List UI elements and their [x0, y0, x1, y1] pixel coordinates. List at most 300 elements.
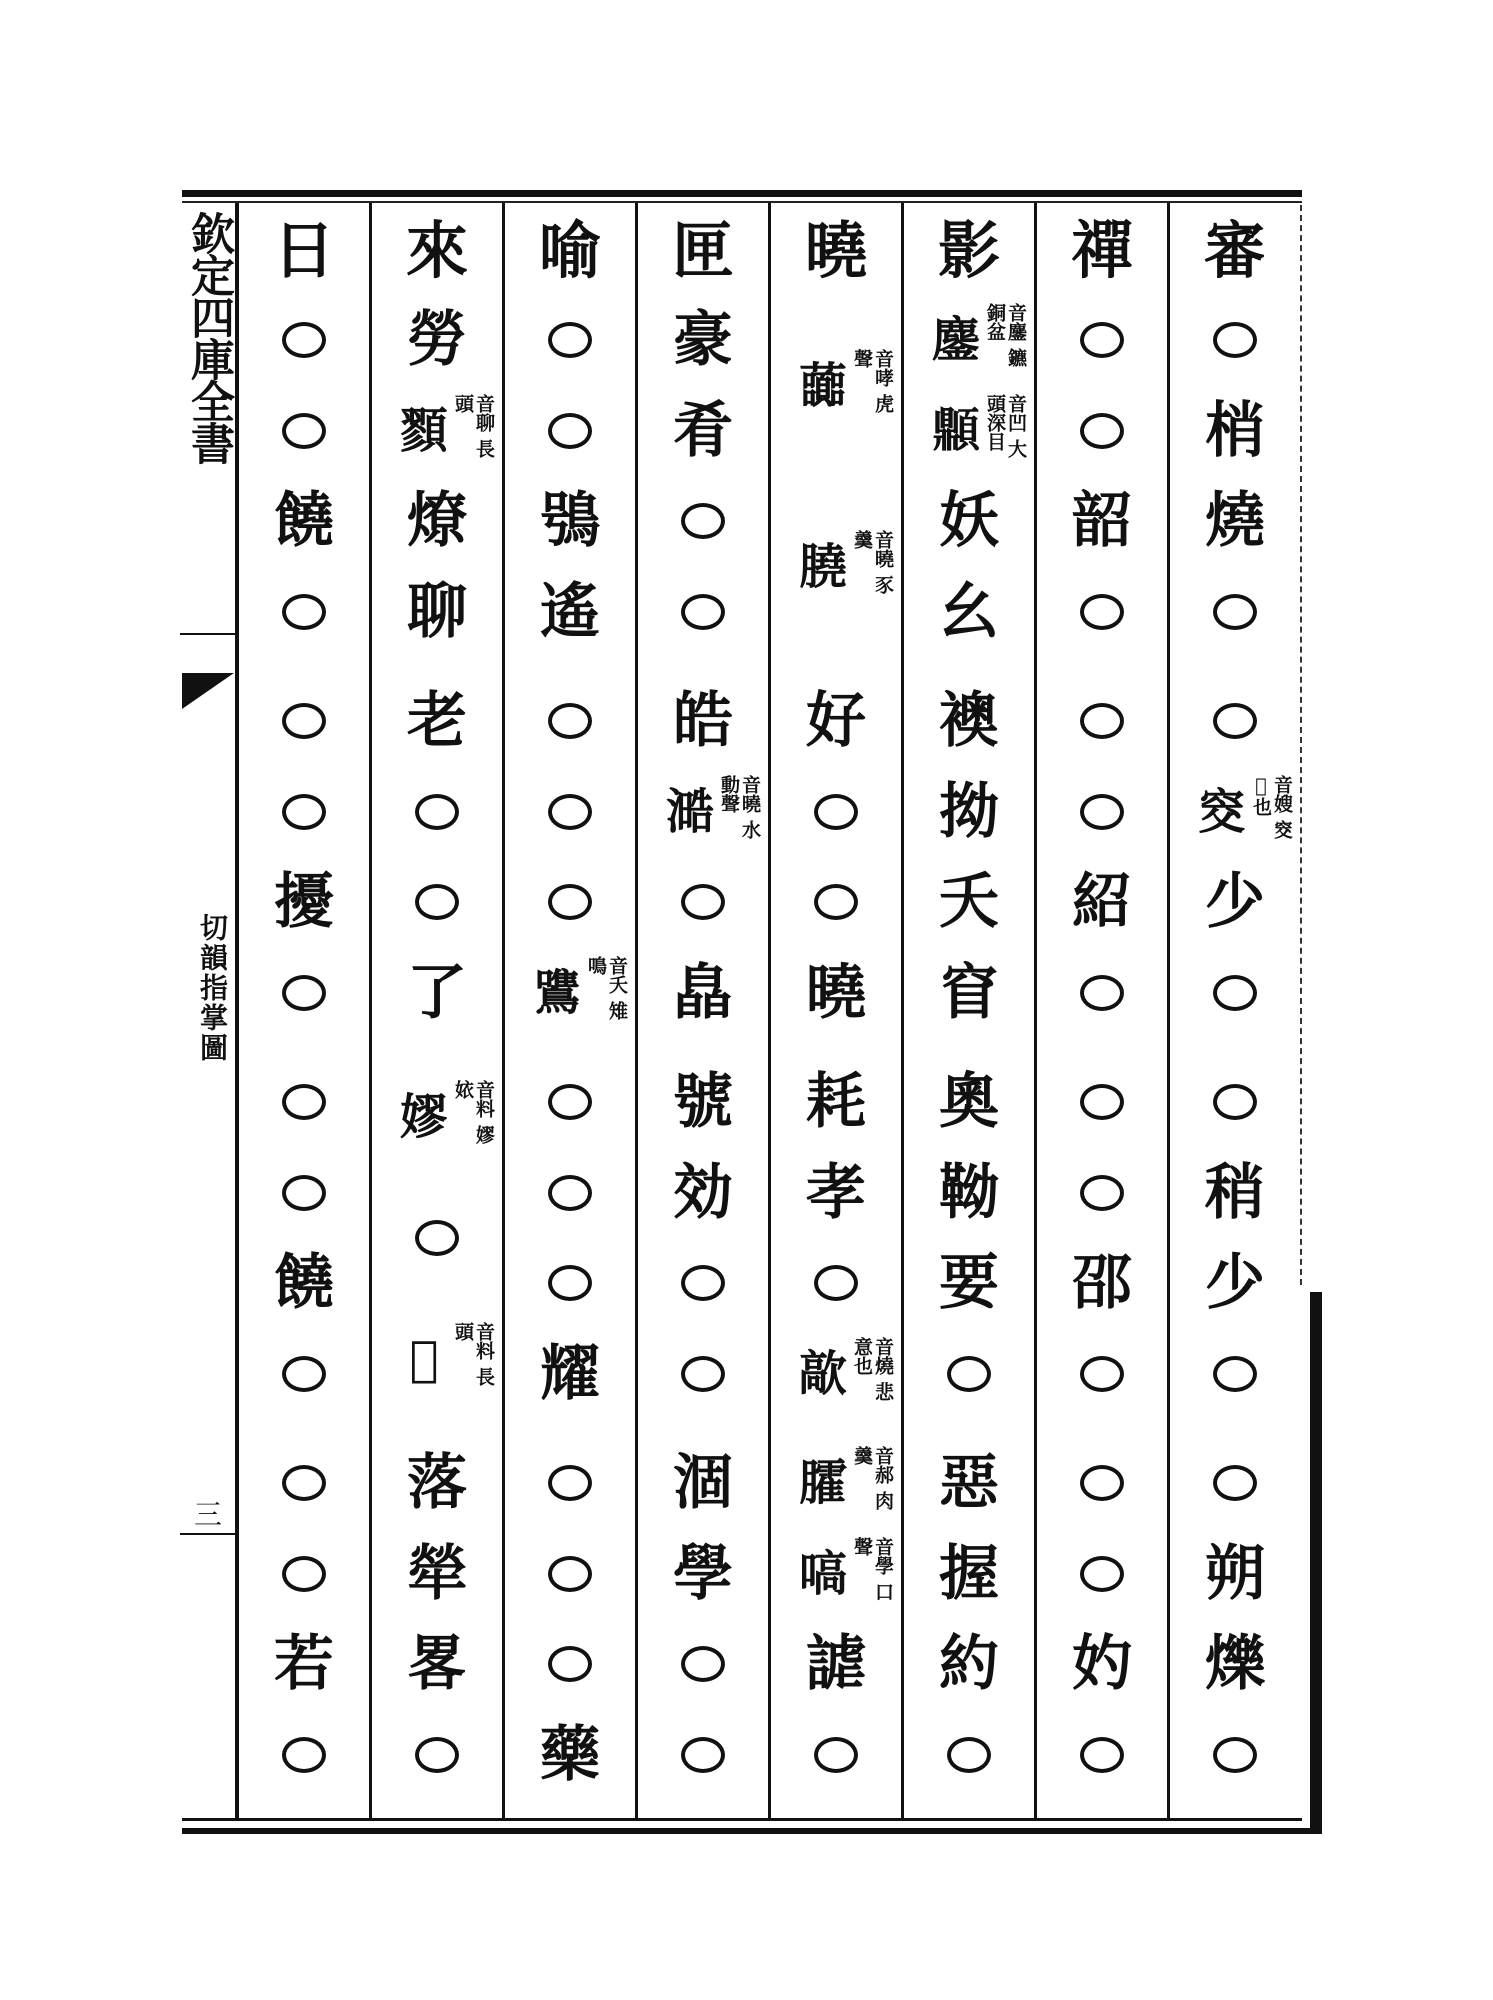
pronunciation-note: 音曉 豕羹 — [851, 529, 894, 594]
table-cell — [638, 1623, 768, 1705]
table-cell — [638, 1152, 768, 1234]
empty-circle-icon — [1213, 1356, 1257, 1392]
empty-circle-icon — [1213, 703, 1257, 739]
tone-group — [1170, 295, 1300, 657]
character: 爍 — [1205, 1629, 1265, 1700]
table-cell — [638, 1242, 768, 1324]
table-cell — [505, 1152, 635, 1234]
tone-group — [239, 1438, 369, 1800]
table-cell — [1037, 1533, 1167, 1615]
table-cell — [505, 952, 635, 1034]
tone-group — [505, 1057, 635, 1419]
table-cell — [638, 1533, 768, 1615]
character: 鏖 — [931, 312, 980, 369]
tone-group — [372, 1438, 502, 1800]
character: 曉 — [806, 957, 866, 1028]
table-cell — [505, 299, 635, 381]
table-cell — [904, 1061, 1034, 1143]
table-cell — [1037, 571, 1167, 653]
table-cell — [904, 1152, 1034, 1234]
table-cell — [505, 571, 635, 653]
table-cell — [638, 952, 768, 1034]
character: 少 — [1205, 867, 1265, 938]
table-cell — [1037, 1442, 1167, 1524]
table-cell — [1037, 480, 1167, 562]
table-cell — [771, 771, 901, 853]
table-cell — [372, 571, 502, 653]
tone-group — [1170, 1057, 1300, 1419]
character: 夭 — [939, 867, 999, 938]
empty-circle-icon — [814, 884, 858, 920]
table-cell — [239, 861, 369, 943]
empty-circle-icon — [1080, 594, 1124, 630]
character: 燒 — [1205, 486, 1265, 557]
table-cell — [372, 771, 502, 853]
fishtail-mark-icon — [182, 673, 234, 709]
character: 惡 — [939, 1448, 999, 1519]
table-cell — [1037, 861, 1167, 943]
table-cell — [372, 1076, 502, 1158]
empty-circle-icon — [1080, 1356, 1124, 1392]
pronunciation-note: 音鏖 鑣銅盆 — [984, 303, 1027, 367]
top-border — [182, 190, 1302, 197]
character: 要 — [939, 1248, 999, 1319]
margin-divider — [180, 1533, 235, 1535]
empty-circle-icon — [814, 1737, 858, 1773]
empty-circle-icon — [814, 1265, 858, 1301]
empty-circle-icon — [282, 413, 326, 449]
table-cell — [771, 1442, 901, 1524]
character: 妁 — [1072, 1629, 1132, 1700]
empty-circle-icon — [1080, 1556, 1124, 1592]
table-cell — [904, 1442, 1034, 1524]
table-cell — [1170, 952, 1300, 1034]
empty-circle-icon — [681, 1265, 725, 1301]
tone-group — [1037, 295, 1167, 657]
table-cell — [1037, 390, 1167, 472]
book-title: 欽定四庫全書 — [183, 211, 234, 463]
character: 歊 — [798, 1345, 847, 1402]
table-cell — [372, 861, 502, 943]
character: 畧 — [407, 1629, 467, 1700]
empty-circle-icon — [681, 884, 725, 920]
table-cell — [904, 1623, 1034, 1705]
table-cell — [239, 1533, 369, 1615]
table-cell — [771, 1061, 901, 1143]
table-cell — [505, 1533, 635, 1615]
table-cell — [638, 680, 768, 762]
character: 好 — [806, 686, 866, 757]
tone-group — [771, 295, 901, 657]
table-cell — [638, 571, 768, 653]
empty-circle-icon — [282, 1556, 326, 1592]
character: 嫪 — [399, 1089, 448, 1146]
table-cell — [239, 571, 369, 653]
table-cell — [638, 771, 768, 853]
empty-circle-icon — [415, 794, 459, 830]
empty-circle-icon — [548, 413, 592, 449]
tone-group — [904, 1438, 1034, 1800]
character: 勞 — [407, 305, 467, 376]
table-cell — [505, 861, 635, 943]
table-cell — [1037, 1061, 1167, 1143]
table-cell — [771, 526, 901, 608]
character: 幺 — [939, 576, 999, 647]
initial-column — [768, 203, 901, 1818]
table-cell — [239, 1442, 369, 1524]
table-cell — [505, 1061, 635, 1143]
table-cell — [372, 480, 502, 562]
chapter-title: 切韻指掌圖 — [196, 913, 229, 1063]
empty-circle-icon — [282, 975, 326, 1011]
empty-circle-icon — [1080, 1465, 1124, 1501]
table-cell — [372, 680, 502, 762]
empty-circle-icon — [415, 884, 459, 920]
table-cell — [1037, 952, 1167, 1034]
initial-column — [1034, 203, 1167, 1818]
table-cell — [904, 1242, 1034, 1324]
table-cell — [372, 1442, 502, 1524]
table-cell — [638, 299, 768, 381]
table-cell — [372, 1533, 502, 1615]
table-cell — [1170, 1242, 1300, 1324]
tone-group — [505, 676, 635, 1038]
tone-group — [239, 676, 369, 1038]
empty-circle-icon — [1080, 413, 1124, 449]
tone-group — [372, 1057, 502, 1419]
empty-circle-icon — [282, 1356, 326, 1392]
table-cell — [372, 1714, 502, 1796]
table-cell — [1170, 1333, 1300, 1415]
table-cell — [771, 861, 901, 943]
table-cell — [1170, 480, 1300, 562]
pronunciation-note: 音燒 悲意也 — [851, 1336, 894, 1401]
table-cell — [239, 1152, 369, 1234]
empty-circle-icon — [1213, 975, 1257, 1011]
pronunciation-note: 音料 長頭 — [452, 1321, 495, 1386]
tone-group — [1037, 676, 1167, 1038]
table-cell — [1170, 1623, 1300, 1705]
empty-circle-icon — [1080, 322, 1124, 358]
empty-circle-icon — [548, 1556, 592, 1592]
tone-group — [904, 295, 1034, 657]
table-cell — [1170, 1152, 1300, 1234]
table-cell — [904, 1533, 1034, 1615]
right-border-bar — [1310, 1292, 1322, 1834]
character: 豪 — [673, 305, 733, 376]
table-cell — [1170, 1061, 1300, 1143]
character: 鴞 — [540, 486, 600, 557]
table-cell — [1170, 1533, 1300, 1615]
table-cell — [505, 1714, 635, 1796]
initial-column — [236, 203, 369, 1818]
character: 少 — [1205, 1248, 1265, 1319]
pronunciation-note: 音夭 雉鳴 — [585, 955, 628, 1020]
table-cell — [239, 299, 369, 381]
empty-circle-icon — [681, 503, 725, 539]
page-number: 三 — [194, 1498, 223, 1531]
empty-circle-icon — [282, 594, 326, 630]
character: 鷕 — [532, 964, 581, 1021]
character: 㵆 — [665, 783, 714, 840]
table-cell — [239, 1623, 369, 1705]
character: 孝 — [806, 1157, 866, 1228]
table-cell — [638, 1714, 768, 1796]
empty-circle-icon — [1080, 1084, 1124, 1120]
table-cell — [1170, 571, 1300, 653]
empty-circle-icon — [681, 1646, 725, 1682]
character: 皓 — [673, 686, 733, 757]
table-cell — [1037, 1333, 1167, 1415]
table-cell — [505, 390, 635, 472]
table-cell — [904, 952, 1034, 1034]
empty-circle-icon — [1080, 1175, 1124, 1211]
character: 顟 — [399, 402, 448, 459]
pronunciation-note: 音學 口聲 — [851, 1536, 894, 1601]
table-cell — [638, 1442, 768, 1524]
table-cell — [505, 680, 635, 762]
table-cell — [771, 952, 901, 1034]
character: 握 — [939, 1538, 999, 1609]
character: 耀 — [540, 1338, 600, 1409]
empty-circle-icon — [1080, 703, 1124, 739]
character: 聊 — [407, 576, 467, 647]
initial-column — [635, 203, 768, 1818]
pronunciation-note: 音曉 水動聲 — [718, 774, 761, 839]
tone-group — [771, 1438, 901, 1800]
empty-circle-icon — [1213, 1737, 1257, 1773]
tone-group — [1170, 676, 1300, 1038]
character: 𩕢 — [931, 402, 980, 459]
table-cell — [505, 1333, 635, 1415]
empty-circle-icon — [282, 1465, 326, 1501]
character: 効 — [673, 1157, 733, 1228]
table-cell — [1037, 299, 1167, 381]
table-cell — [239, 771, 369, 853]
table-cell — [638, 1061, 768, 1143]
character: 約 — [939, 1629, 999, 1700]
table-cell — [505, 480, 635, 562]
initial-column — [901, 203, 1034, 1818]
character: 嗃 — [798, 1545, 847, 1602]
table-cell — [505, 1623, 635, 1705]
character: 號 — [673, 1067, 733, 1138]
table-cell — [1170, 861, 1300, 943]
tone-group — [771, 1057, 901, 1419]
table-cell — [771, 1623, 901, 1705]
table-cell — [904, 680, 1034, 762]
table-cell — [372, 1623, 502, 1705]
character: 謔 — [806, 1629, 866, 1700]
table-cell — [505, 771, 635, 853]
tone-group — [638, 1438, 768, 1800]
empty-circle-icon — [548, 884, 592, 920]
character: 擾 — [274, 867, 334, 938]
pronunciation-note: 音凹 大頭深目 — [984, 393, 1027, 458]
character: 臛 — [798, 1455, 847, 1512]
empty-circle-icon — [282, 1084, 326, 1120]
character: 梢 — [1205, 395, 1265, 466]
bottom-border-inner — [182, 1818, 1302, 1821]
table-cell — [239, 680, 369, 762]
character: 犖 — [407, 1538, 467, 1609]
table-cell — [239, 1242, 369, 1324]
empty-circle-icon — [548, 1265, 592, 1301]
page-margin-strip — [180, 203, 238, 1818]
empty-circle-icon — [282, 1737, 326, 1773]
tone-group — [1037, 1438, 1167, 1800]
table-cell — [638, 1333, 768, 1415]
character: 韶 — [1072, 486, 1132, 557]
table-cell — [771, 345, 901, 427]
column-header: 禪 — [1070, 214, 1133, 287]
table-cell — [1037, 771, 1167, 853]
empty-circle-icon — [282, 703, 326, 739]
character: 饒 — [274, 486, 334, 557]
table-cell — [1170, 1442, 1300, 1524]
empty-circle-icon — [282, 1175, 326, 1211]
table-cell — [771, 1242, 901, 1324]
character: 朔 — [1205, 1538, 1265, 1609]
table-cell — [771, 1533, 901, 1615]
empty-circle-icon — [1080, 794, 1124, 830]
tone-group — [239, 1057, 369, 1419]
table-cell — [239, 390, 369, 472]
empty-circle-icon — [548, 1646, 592, 1682]
table-cell — [904, 771, 1034, 853]
table-cell — [372, 1318, 502, 1400]
empty-circle-icon — [1213, 1465, 1257, 1501]
table-cell — [1037, 1623, 1167, 1705]
tone-group — [505, 295, 635, 657]
column-header: 審 — [1203, 214, 1266, 287]
column-header: 影 — [937, 214, 1000, 287]
character: 肴 — [673, 395, 733, 466]
table-cell — [1170, 299, 1300, 381]
pronunciation-note: 音嫂 窔𥨊也 — [1250, 774, 1293, 839]
tone-group — [1170, 1438, 1300, 1800]
empty-circle-icon — [947, 1356, 991, 1392]
table-cell — [1037, 1152, 1167, 1234]
right-border-dashed — [1300, 205, 1302, 1285]
empty-circle-icon — [1213, 594, 1257, 630]
table-cell — [239, 1714, 369, 1796]
character: 藥 — [540, 1719, 600, 1790]
table-cell — [1037, 680, 1167, 762]
tone-group — [638, 676, 768, 1038]
initial-column — [502, 203, 635, 1818]
character: 皛 — [673, 957, 733, 1028]
tone-group — [638, 295, 768, 657]
table-cell — [1170, 680, 1300, 762]
character: 妖 — [939, 486, 999, 557]
initial-column — [1167, 203, 1300, 1818]
pronunciation-note: 音哮 虎聲 — [851, 348, 894, 413]
character: 饒 — [274, 1248, 334, 1319]
table-cell — [904, 1333, 1034, 1415]
character: 窅 — [939, 957, 999, 1028]
column-header: 喻 — [538, 214, 601, 287]
tone-group — [771, 676, 901, 1038]
character: 老 — [407, 686, 467, 757]
margin-divider — [180, 633, 235, 635]
table-cell — [1170, 771, 1300, 853]
character: 遙 — [540, 576, 600, 647]
empty-circle-icon — [814, 794, 858, 830]
table-cell — [904, 480, 1034, 562]
character: 拗 — [939, 776, 999, 847]
rhyme-table — [235, 203, 1300, 1818]
character: 若 — [274, 1629, 334, 1700]
table-cell — [372, 299, 502, 381]
character: 窔 — [1197, 783, 1246, 840]
pronunciation-note: 音郝 肉羹 — [851, 1446, 894, 1510]
table-cell — [771, 1333, 901, 1415]
empty-circle-icon — [415, 1737, 459, 1773]
empty-circle-icon — [282, 322, 326, 358]
pronunciation-note: 音聊 長頭 — [452, 393, 495, 458]
table-cell — [638, 390, 768, 472]
table-cell — [505, 1242, 635, 1324]
table-cell — [638, 861, 768, 943]
empty-circle-icon — [1213, 322, 1257, 358]
table-cell — [771, 680, 901, 762]
table-cell — [1037, 1714, 1167, 1796]
tone-group — [505, 1438, 635, 1800]
character: 了 — [407, 957, 467, 1028]
empty-circle-icon — [1080, 975, 1124, 1011]
table-cell — [1037, 1242, 1167, 1324]
empty-circle-icon — [548, 1175, 592, 1211]
character: 涸 — [673, 1448, 733, 1519]
table-cell — [372, 952, 502, 1034]
character: 膮 — [798, 538, 847, 595]
empty-circle-icon — [681, 594, 725, 630]
table-cell — [1170, 390, 1300, 472]
table-cell — [239, 952, 369, 1034]
character: 邵 — [1072, 1248, 1132, 1319]
table-cell — [505, 1442, 635, 1524]
empty-circle-icon — [548, 1084, 592, 1120]
character: 落 — [407, 1448, 467, 1519]
empty-circle-icon — [282, 794, 326, 830]
column-header: 來 — [405, 214, 468, 287]
table-cell — [904, 390, 1034, 472]
empty-circle-icon — [548, 703, 592, 739]
empty-circle-icon — [947, 1737, 991, 1773]
character: 奧 — [939, 1067, 999, 1138]
table-cell — [904, 571, 1034, 653]
tone-group — [904, 676, 1034, 1038]
table-cell — [239, 480, 369, 562]
tone-group — [372, 295, 502, 657]
table-cell — [904, 299, 1034, 381]
table-cell — [372, 1197, 502, 1279]
tone-group — [904, 1057, 1034, 1419]
pronunciation-note: 音料 嫪㛄 — [452, 1080, 495, 1144]
initial-column — [369, 203, 502, 1818]
character: 𩖃 — [409, 1330, 439, 1387]
column-header: 日 — [272, 214, 335, 287]
empty-circle-icon — [415, 1220, 459, 1256]
character: 耗 — [806, 1067, 866, 1138]
tone-group — [372, 676, 502, 1038]
column-header: 匣 — [671, 214, 734, 287]
table-cell — [1170, 1714, 1300, 1796]
table-cell — [638, 480, 768, 562]
character: 紹 — [1072, 867, 1132, 938]
table-cell — [904, 861, 1034, 943]
